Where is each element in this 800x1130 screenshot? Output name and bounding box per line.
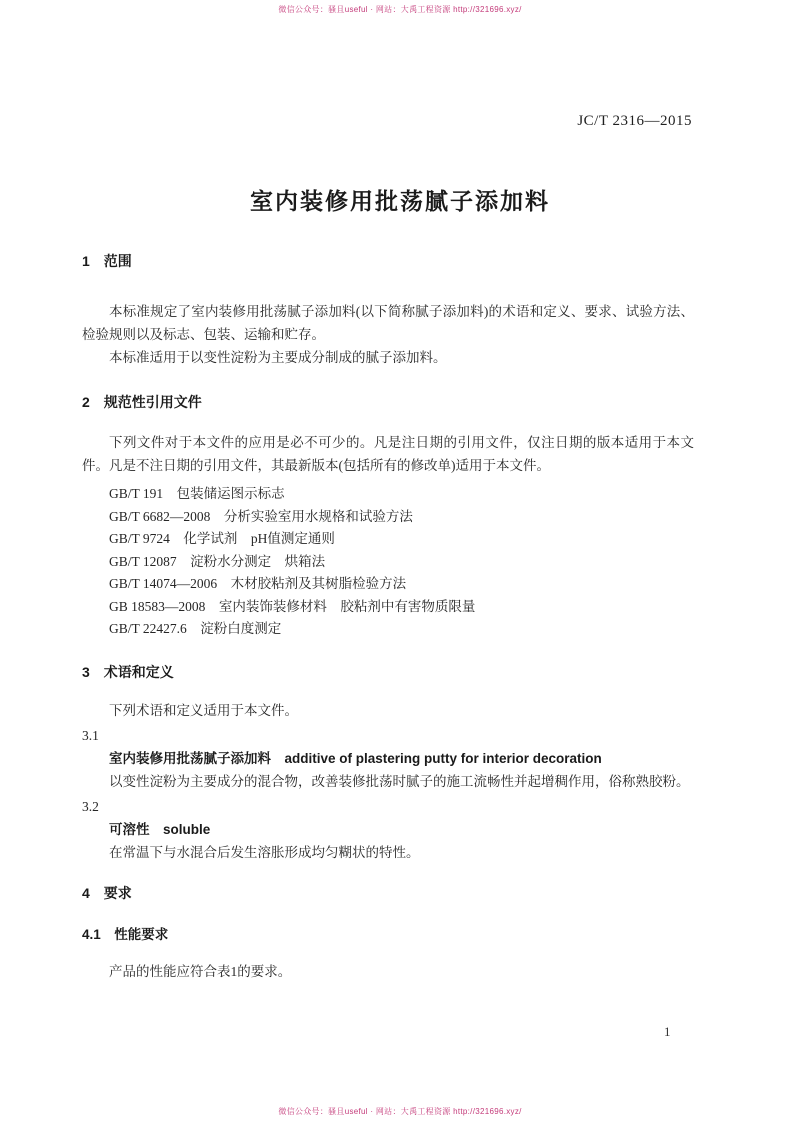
watermark-bottom: 微信公众号：骚且useful · 网站：大禹工程资源 http://321696.xyz/ (278, 1107, 522, 1116)
section-4-1-heading: 4.1 性能要求 (82, 926, 169, 942)
term-name: 可溶性 soluble (109, 821, 211, 837)
section-1-paragraph-1: 本标准规定了室内装修用批荡腻子添加料(以下简称腻子添加料)的术语和定义、要求、试验方法、检验规则以及标志、包装、运输和贮存。 (82, 304, 694, 342)
reference-item: GB/T 12087 淀粉水分测定 烘箱法 (109, 553, 326, 569)
reference-item: GB/T 6682—2008 分析实验室用水规格和试验方法 (109, 508, 413, 524)
page-number: 1 (664, 1024, 671, 1039)
watermark-top: 微信公众号：骚且useful · 网站：大禹工程资源 http://321696.xyz/ (278, 5, 522, 14)
term-definition: 在常温下与水混合后发生溶胀形成均匀糊状的特性。 (109, 844, 420, 860)
section-2-heading: 2 规范性引用文件 (82, 394, 202, 410)
reference-item: GB/T 14074—2006 木材胶粘剂及其树脂检验方法 (109, 576, 407, 591)
reference-item: GB/T 191 包装储运图示标志 (109, 486, 285, 501)
term-number: 3.1 (82, 727, 99, 743)
section-1-heading: 1 范围 (82, 253, 132, 269)
reference-item: GB/T 22427.6 淀粉白度测定 (109, 621, 282, 636)
term-definition: 以变性淀粉为主要成分的混合物，改善装修批荡时腻子的施工流畅性并起增稠作用，俗称熟胶粉。 (109, 773, 690, 789)
doc-number: JC/T 2316—2015 (577, 113, 692, 129)
section-3-intro: 下列术语和定义适用于本文件。 (109, 702, 298, 718)
section-1-paragraph-2: 本标准适用于以变性淀粉为主要成分制成的腻子添加料。 (109, 350, 447, 365)
section-4-heading: 4 要求 (82, 884, 132, 901)
term-number: 3.2 (82, 798, 99, 814)
reference-item: GB 18583—2008 室内装饰装修材料 胶粘剂中有害物质限量 (109, 598, 476, 614)
document-title: 室内装修用批荡腻子添加料 (250, 188, 550, 214)
reference-item: GB/T 9724 化学试剂 pH值测定通则 (109, 531, 335, 546)
term-name: 室内装修用批荡腻子添加料 additive of plastering putty for interior decoration (109, 750, 602, 766)
section-4-paragraph-1: 产品的性能应符合表1的要求。 (109, 963, 292, 979)
section-2-paragraph-1: 下列文件对于本文件的应用是必不可少的。凡是注日期的引用文件，仅注日期的版本适用于本文件。凡是不注日期的引用文件，其最新版本(包括所有的修改单)适用于本文件。 (82, 435, 694, 473)
section-3-heading: 3 术语和定义 (82, 663, 174, 680)
normative-references-list (82, 483, 694, 641)
document-body (82, 252, 694, 983)
